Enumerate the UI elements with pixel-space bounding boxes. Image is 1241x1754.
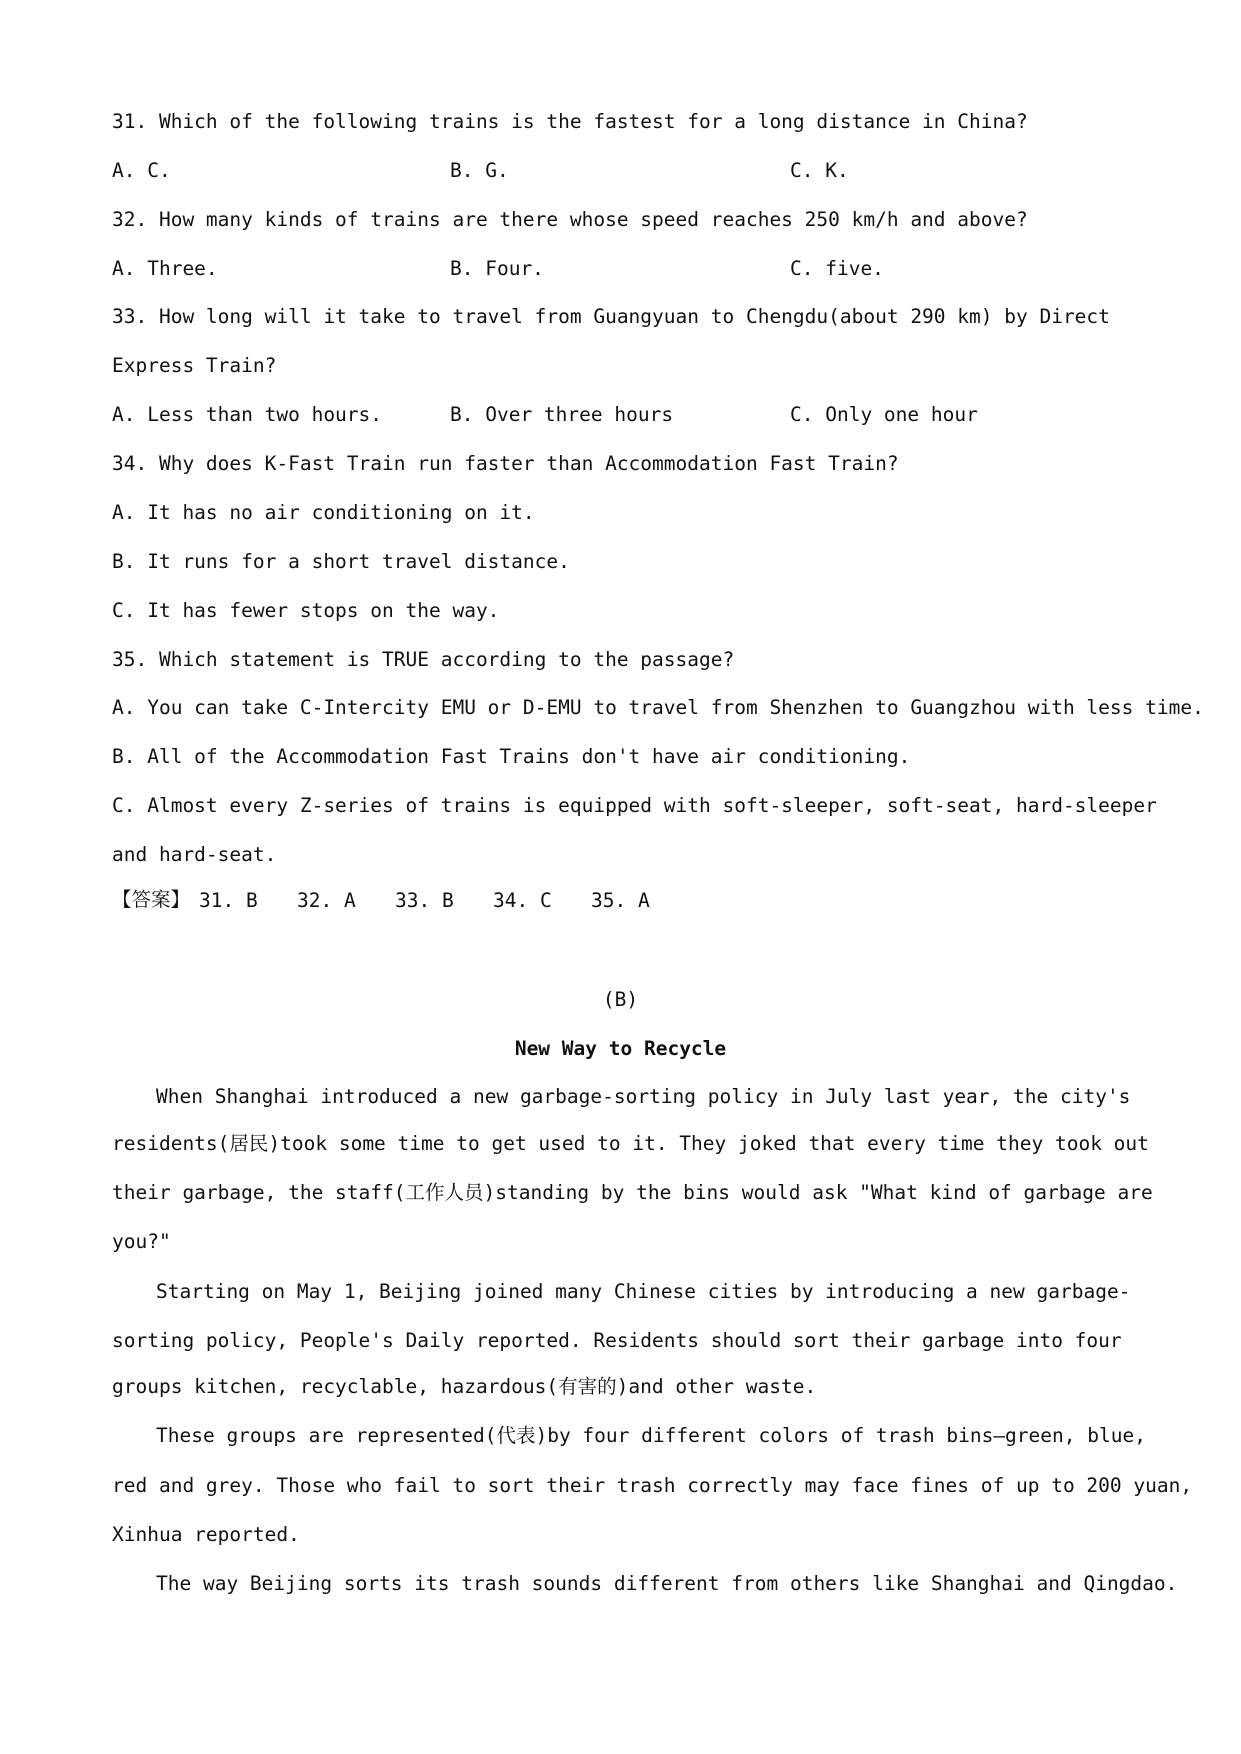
question-35-option-b: B. All of the Accommodation Fast Trains don't have air conditioning. xyxy=(112,745,911,768)
passage-line: When Shanghai introduced a new garbage-sorting policy in July last year, the city's xyxy=(156,1085,1131,1108)
passage-line: you?" xyxy=(112,1230,171,1253)
question-34-option-c: C. It has fewer stops on the way. xyxy=(112,599,500,622)
answer-item: 33. B xyxy=(395,889,454,912)
question-34-option-b: B. It runs for a short travel distance. xyxy=(112,550,570,573)
passage-line: Xinhua reported. xyxy=(112,1523,300,1546)
question-34-option-a: A. It has no air conditioning on it. xyxy=(112,501,535,524)
answer-item: 34. C xyxy=(493,889,552,912)
passage-line: The way Beijing sorts its trash sounds different from others like Shanghai and Qingdao. xyxy=(156,1572,1178,1595)
passage-title: New Way to Recycle xyxy=(514,1037,727,1060)
question-33-option-c: C. Only one hour xyxy=(790,403,978,426)
answer-item: 35. A xyxy=(591,889,650,912)
question-33-option-a: A. Less than two hours. xyxy=(112,403,383,426)
question-31-option-c: C. K. xyxy=(790,159,849,182)
passage-line: red and grey. Those who fail to sort their trash correctly may face fines of up to 200 yuan, xyxy=(112,1474,1193,1497)
question-33-stem-line1: 33. How long will it take to travel from Guangyuan to Chengdu(about 290 km) by Direct xyxy=(112,305,1110,328)
question-33-option-b: B. Over three hours xyxy=(450,403,674,426)
question-31-stem: 31. Which of the following trains is the fastest for a long distance in China? xyxy=(112,110,1028,133)
passage-line: residents(居民)took some time to get used to it. They joked that every time they took out xyxy=(112,1132,1149,1155)
question-32-option-c: C. five. xyxy=(790,257,884,280)
answer-item: 32. A xyxy=(297,889,356,912)
question-35-stem: 35. Which statement is TRUE according to the passage? xyxy=(112,648,735,671)
question-35-option-c-continued: and hard-seat. xyxy=(112,843,277,866)
passage-line: These groups are represented(代表)by four different colors of trash bins—green, blue, xyxy=(156,1424,1146,1447)
question-32-option-b: B. Four. xyxy=(450,257,544,280)
passage-line: sorting policy, People's Daily reported. Residents should sort their garbage into four xyxy=(112,1329,1122,1352)
question-34-stem: 34. Why does K-Fast Train run faster than Accommodation Fast Train? xyxy=(112,452,899,475)
question-35-option-a: A. You can take C-Intercity EMU or D-EMU to travel from Shenzhen to Guangzhou with less time. xyxy=(112,696,1204,719)
section-label: (B) xyxy=(602,988,639,1011)
passage-line: groups kitchen, recyclable, hazardous(有害的)and other waste. xyxy=(112,1375,817,1398)
answer-label: 【答案】 xyxy=(112,888,191,911)
passage-line: Starting on May 1, Beijing joined many Chinese cities by introducing a new garbage- xyxy=(156,1280,1131,1303)
question-35-option-c: C. Almost every Z-series of trains is equipped with soft-sleeper, soft-seat, hard-sleeper xyxy=(112,794,1157,817)
question-31-option-a: A. C. xyxy=(112,159,171,182)
answer-item: 31. B xyxy=(199,889,258,912)
question-32-option-a: A. Three. xyxy=(112,257,218,280)
passage-line: their garbage, the staff(工作人员)standing by the bins would ask "What kind of garbage are xyxy=(112,1181,1153,1204)
question-32-stem: 32. How many kinds of trains are there whose speed reaches 250 km/h and above? xyxy=(112,208,1028,231)
question-31-option-b: B. G. xyxy=(450,159,509,182)
question-33-stem-line2: Express Train? xyxy=(112,354,277,377)
